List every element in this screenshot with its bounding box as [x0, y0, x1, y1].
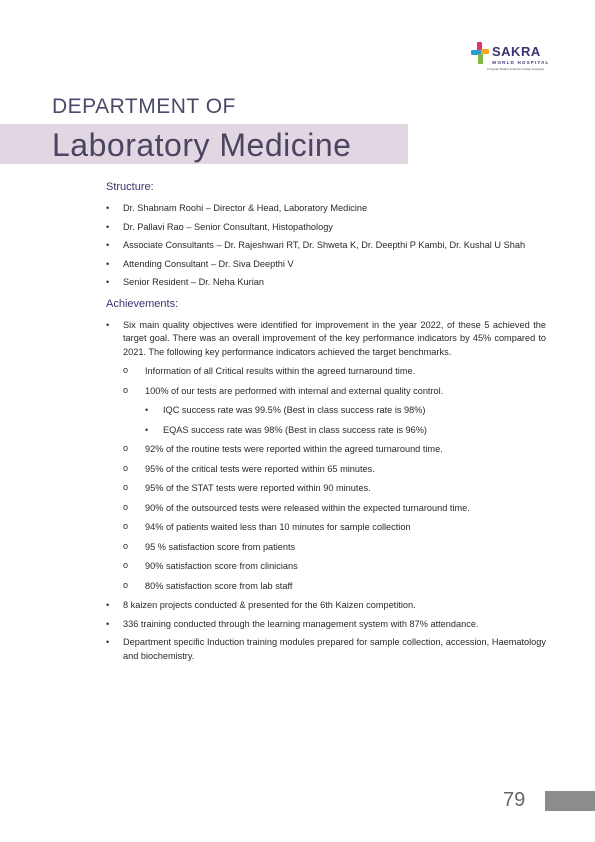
list-item: • Department specific Induction training modules prepared for sample collection, accession, Haematology and biochemistry. — [106, 636, 546, 663]
list-item — [106, 319, 546, 594]
list-item: o Information of all Critical results within the agreed turnaround time. — [123, 365, 546, 379]
page-number: 79 — [503, 789, 526, 811]
logo-wordmark: SAKRA — [492, 44, 541, 59]
list-item: o 90% of the outsourced tests were released within the expected turnaround time. — [123, 502, 546, 516]
list-item: o 90% satisfaction score from clinicians — [123, 560, 546, 574]
logo-tagline: A Toyota Tsusho & Secom Group company — [487, 67, 544, 71]
achievements-heading: Achievements: — [106, 297, 179, 310]
list-item: • Dr. Shabnam Roohi – Director & Head, Laboratory Medicine — [106, 202, 546, 216]
structure-heading: Structure: — [106, 181, 154, 193]
list-item: • Dr. Pallavi Rao – Senior Consultant, Histopathology — [106, 221, 546, 235]
hospital-logo — [470, 40, 550, 82]
page-number-bar — [545, 791, 595, 811]
page-title: Laboratory Medicine — [52, 127, 352, 163]
structure-list — [106, 202, 546, 290]
main-content — [106, 180, 546, 668]
list-item: • Attending Consultant – Dr. Siva Deepthi V — [106, 258, 546, 272]
list-item: o 95% of the critical tests were reported within 65 minutes. — [123, 463, 546, 477]
list-item: • Senior Resident – Dr. Neha Kurian — [106, 276, 546, 290]
list-item: • 8 kaizen projects conducted & presented for the 6th Kaizen competition. — [106, 599, 546, 613]
list-item: • EQAS success rate was 98% (Best in class success rate is 96%) — [145, 424, 546, 438]
quality-control-text: 100% of our tests are performed with internal and external quality control. — [145, 385, 444, 396]
list-item: o 95 % satisfaction score from patients — [123, 541, 546, 555]
list-item: • Associate Consultants – Dr. Rajeshwari RT, Dr. Shweta K, Dr. Deepthi P Kambi, Dr. Kushal U Shah — [106, 239, 546, 253]
achievements-intro: Six main quality objectives were identified for improvement in the year 2022, of these 5 achieved the target goal. There was an overall improvement of the key performance indicators by 45% compared to 2021. The following key performance indicators achieved the target benchmarks. — [123, 319, 546, 357]
list-item: o 92% of the routine tests were reported within the agreed turnaround time. — [123, 443, 546, 457]
list-item: o 95% of the STAT tests were reported within 90 minutes. — [123, 482, 546, 496]
list-item — [123, 385, 546, 438]
logo-subtitle: WORLD HOSPITAL — [492, 60, 550, 65]
logo-cross-icon — [470, 40, 490, 68]
kpi-list — [123, 365, 546, 593]
list-item: • IQC success rate was 99.5% (Best in class success rate is 98%) — [145, 404, 546, 418]
qc-sub-list — [145, 404, 546, 437]
list-item: • 336 training conducted through the learning management system with 87% attendance. — [106, 618, 546, 632]
list-item: o 94% of patients waited less than 10 minutes for sample collection — [123, 521, 546, 535]
department-label: DEPARTMENT OF — [52, 95, 236, 118]
list-item: o 80% satisfaction score from lab staff — [123, 580, 546, 594]
achievements-list — [106, 319, 546, 664]
